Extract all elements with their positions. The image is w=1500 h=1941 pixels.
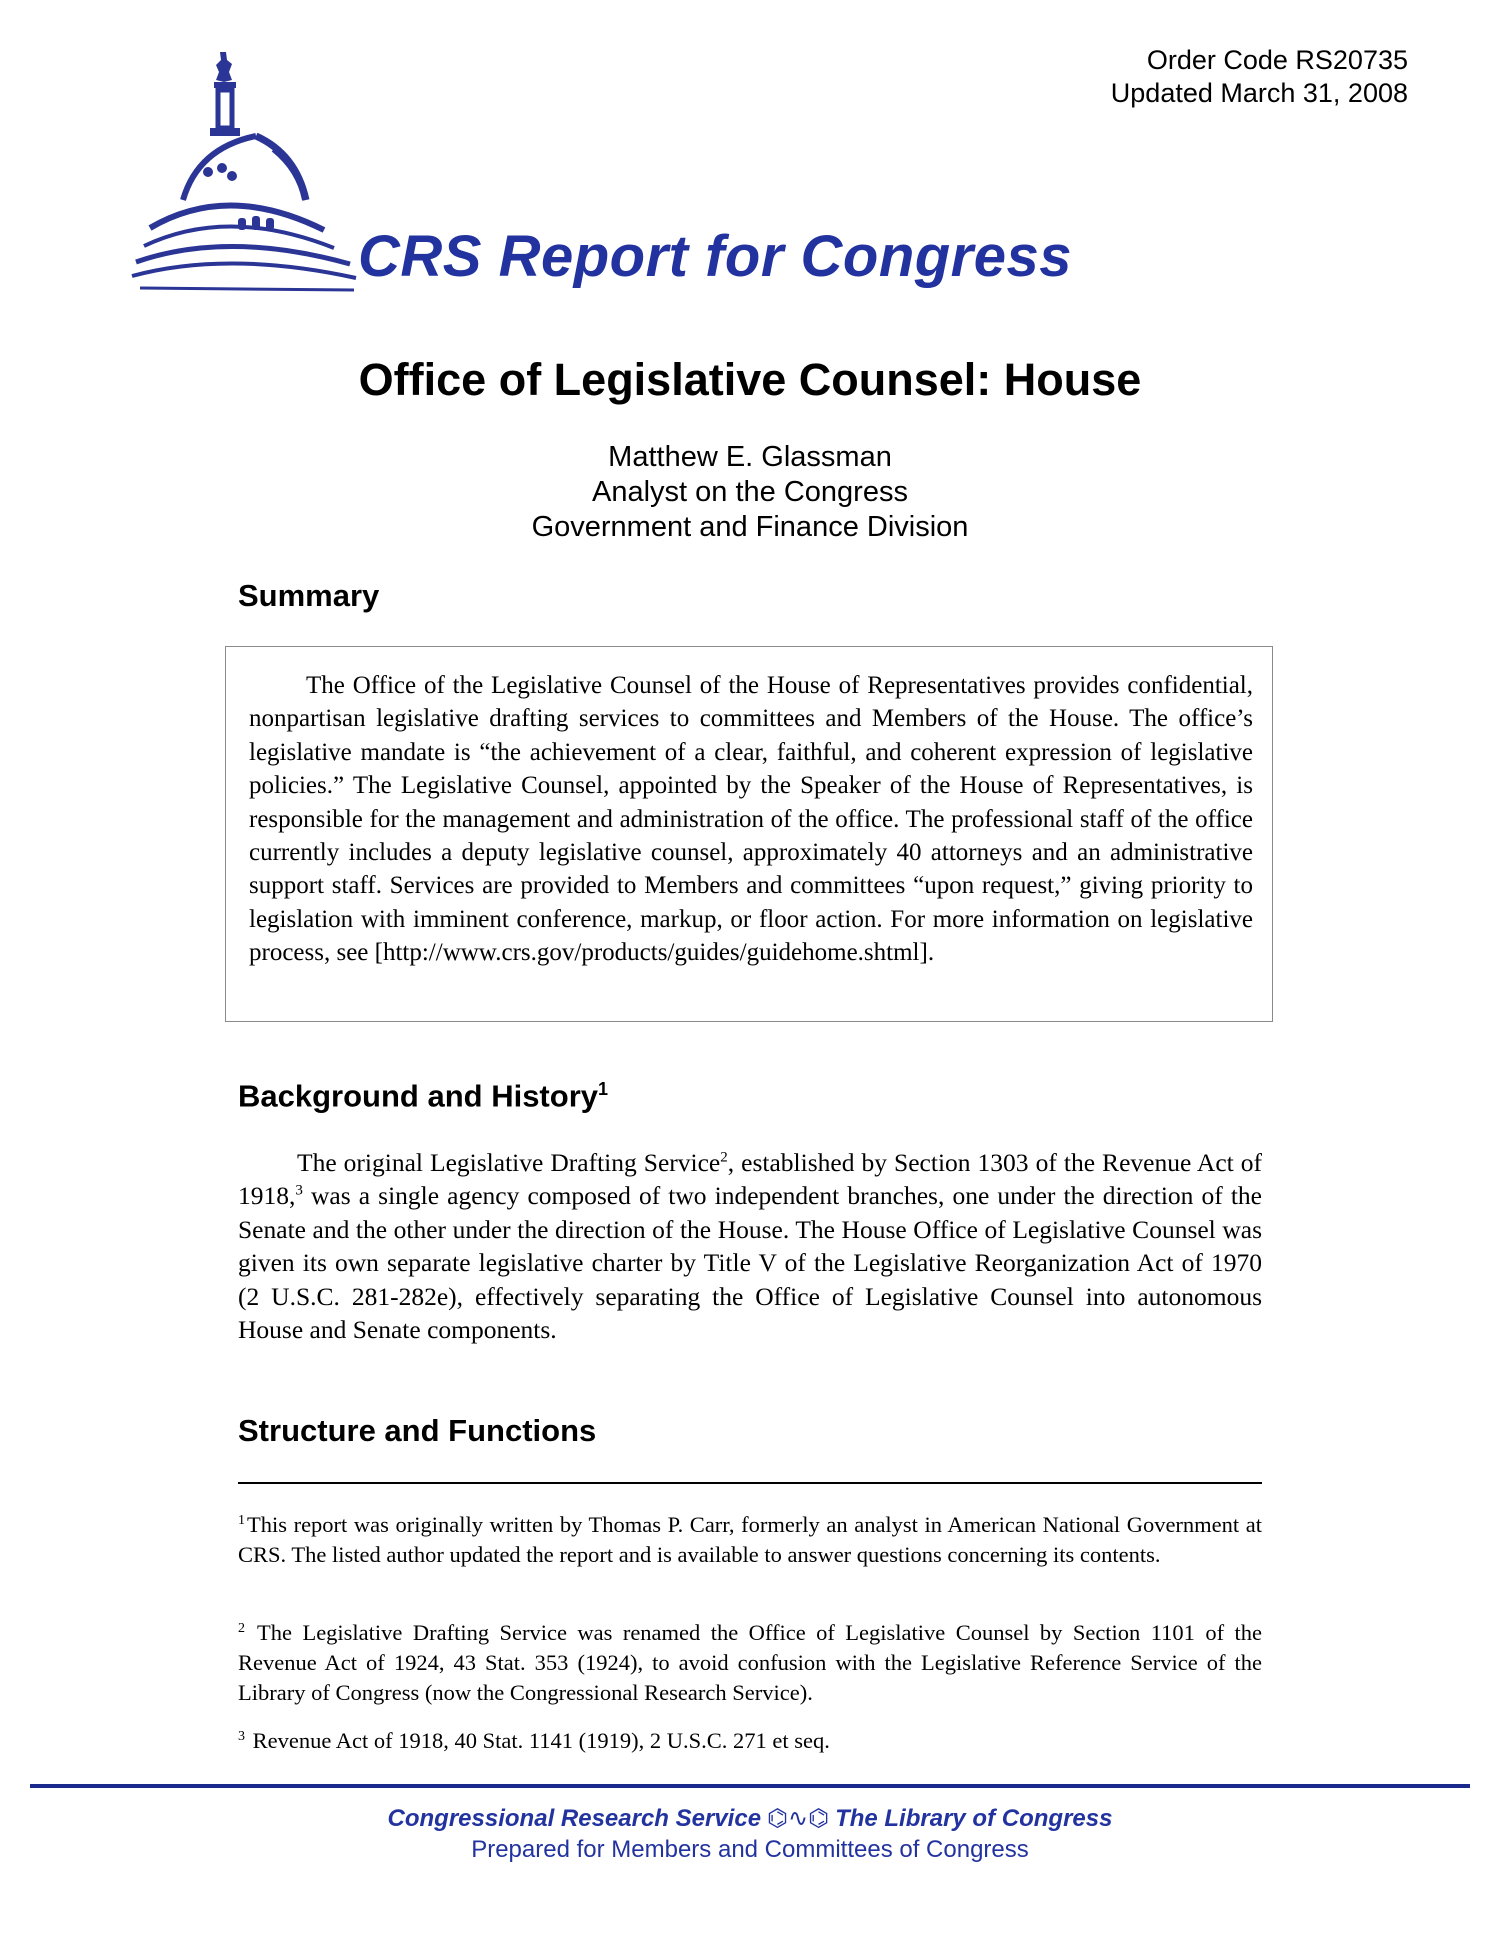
footnote-ref-3: 3 [295, 1182, 303, 1199]
footnote-number: 2 [238, 1620, 245, 1636]
footnote-number: 1 [238, 1512, 245, 1528]
author-block [0, 440, 1500, 545]
document-title: Office of Legislative Counsel: House [358, 354, 1142, 405]
footnote-3 [238, 1726, 1262, 1756]
updated-date: Updated March 31, 2008 [1110, 78, 1408, 108]
footnote-text: This report was originally written by Thomas P. Carr, formerly an analyst in American National Government at CRS. The listed author updated the report and is available to answer questions concerning its contents. [238, 1512, 1262, 1567]
author-role: Analyst on the Congress [592, 476, 908, 508]
background-text-3: was a single agency composed of two independent branches, one under the direction of the Senate and the other under the direction of the House. The House Office of Legislative Counsel was given its own separate legislative charter by Title V of the Legislative Reorganization Act of 1970 (2 U.S.C. 281-282e), effectively separating the Office of Legislative Counsel into autonomous House and Senate components. [238, 1181, 1262, 1345]
summary-heading: Summary [238, 578, 380, 613]
footnote-divider [238, 1482, 1262, 1484]
footnote-ref-2: 2 [720, 1149, 728, 1166]
ornament-icon: ⌬∿⌬ [767, 1805, 830, 1832]
footnote-1 [238, 1510, 1262, 1570]
background-heading-text: Background and History [238, 1078, 598, 1114]
order-code-block [1111, 44, 1408, 110]
background-heading [238, 1078, 609, 1114]
summary-text: The Office of the Legislative Counsel of the House of Representatives provides confidential, nonpartisan legislative drafting services to committees and Members of the House. The office’s legislative mandate is “the achievement of a clear, faithful, and coherent expression of legislative policies.” The Legislative Counsel, appointed by the Speaker of the House of Representatives, is responsible for the management and administration of the office. The professional staff of the office currently includes a deputy legislative counsel, approximately 40 attorneys and an administrative support staff. Services are provided to Members and committees “upon request,” giving priority to legislation with imminent conference, markup, or floor action. For more information on legislative process, see [http://www.crs.gov/products/guides/guidehome.shtml]. [249, 672, 1253, 967]
footnote-text: The Legislative Drafting Service was renamed the Office of Legislative Counsel by Section 1101 of the Revenue Act of 1924, 43 Stat. 353 (1924), to avoid confusion with the Legislative Reference Service of the Library of Congress (now the Congressional Research Service). [238, 1620, 1262, 1705]
author-division: Government and Finance Division [531, 511, 969, 543]
capitol-dome-icon [128, 50, 360, 300]
footer-tagline: Prepared for Members and Committees of Congress [471, 1836, 1029, 1863]
report-banner: CRS Report for Congress [358, 224, 1073, 289]
structure-heading: Structure and Functions [238, 1413, 597, 1448]
footer-loc: The Library of Congress [835, 1805, 1113, 1832]
background-paragraph [238, 1146, 1262, 1346]
footer-crs: Congressional Research Service [387, 1805, 762, 1832]
footnote-text: Revenue Act of 1918, 40 Stat. 1141 (1919), 2 U.S.C. 271 et seq. [252, 1728, 830, 1753]
footnote-2 [238, 1618, 1262, 1708]
background-text-2: , established by Section 1303 of the Revenue Act of 1918, [238, 1148, 1262, 1211]
footnote-number: 3 [238, 1728, 245, 1744]
background-text-1: The original Legislative Drafting Service [297, 1148, 721, 1177]
footnote-ref-1: 1 [598, 1079, 609, 1099]
footer-divider [30, 1784, 1470, 1788]
author-name: Matthew E. Glassman [608, 441, 892, 473]
summary-box [225, 646, 1273, 1022]
order-code: Order Code RS20735 [1146, 45, 1408, 75]
footer-publisher [0, 1807, 1500, 1831]
